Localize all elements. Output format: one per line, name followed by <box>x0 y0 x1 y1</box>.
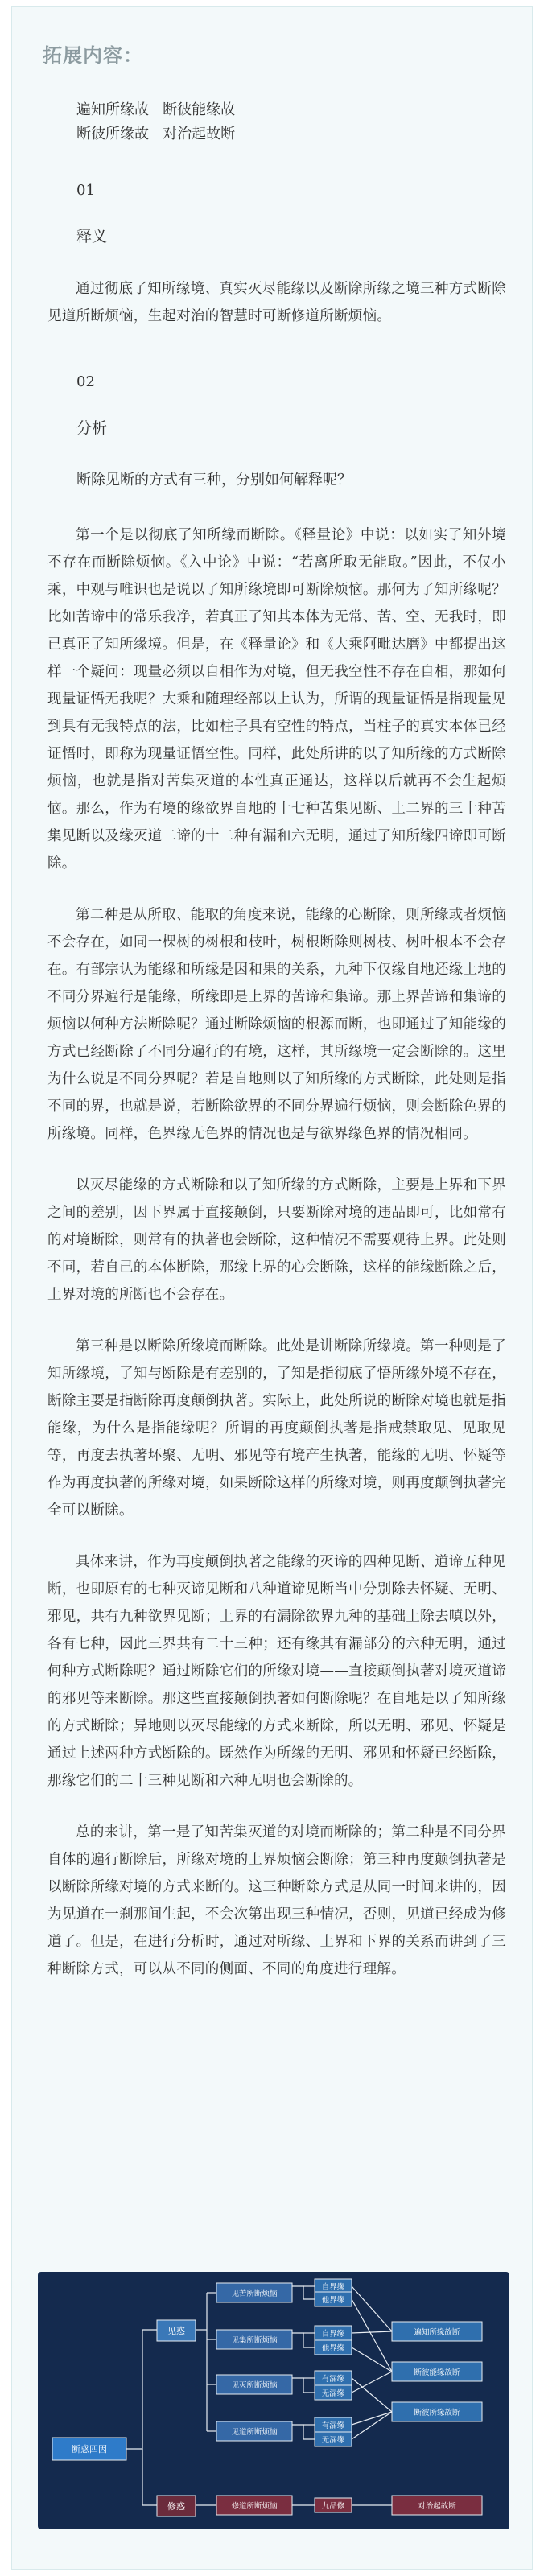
sub-label: 自界缘 <box>321 2330 345 2339</box>
section-title: 分析 <box>76 419 108 437</box>
mid-label: 见苦所断烦恼 <box>231 2290 278 2298</box>
result-label: 对治起故断 <box>418 2502 456 2511</box>
question-text: 断除见断的方式有三种，分别如何解释呢？ <box>76 472 352 488</box>
paragraph: 总的来讲，第一是了知苦集灭道的对境而断除的；第二种是不同分界自体的遍行断除后，所缘对境的上界烦恼会断除；第三种再度颠倒执著是以断除所缘对境的方式来断的。这三种断除方式是从同一时间来讲的，因为见道在一刹那间生起，不会次第出现三种情况，否则，见道已经成为修道了。但是，在进行分析时，通过对所缘、上界和下界的关系而讲到了三种断除方式，可以从不同的侧面、不同的角度进行理解。 <box>47 1824 506 1977</box>
sub-label: 无漏缘 <box>321 2389 345 2398</box>
mid-label: 修道所断烦恼 <box>231 2502 278 2511</box>
verse-block <box>76 98 532 146</box>
section-number: 02 <box>76 373 95 390</box>
sub-label: 有漏缘 <box>321 2421 345 2430</box>
diagram-canvas <box>38 2272 509 2529</box>
verse-line: 遍知所缘故 断彼能缘故 <box>76 101 236 118</box>
sub-label: 他界缘 <box>321 2296 345 2305</box>
sub-label: 九品修 <box>321 2502 345 2511</box>
paragraph: 以灭尽能缘的方式断除和以了知所缘的方式断除，主要是上界和下界之间的差别，因下界属于直接颠倒，只要断除对境的违品即可，比如常有的对境断除，则常有的执著也会断除，这种情况不需要观待上界。此处则不同，若自己的本体断除，那缘上界的心会断除，这样的能缘断除之后，上界对境的所断也不会存在。 <box>47 1177 506 1303</box>
sub-label: 有漏缘 <box>321 2375 345 2384</box>
section-number: 01 <box>76 182 95 199</box>
paragraph: 第三种是以断除所缘境而断除。此处是讲断除所缘境。第一种则是了知所缘境，了知与断除是有差别的，了知是指彻底了悟所缘外境不存在，断除主要是指断除再度颠倒执著。实际上，此处所说的断除对境也就是指能缘，为什么是指能缘呢？所谓的再度颠倒执著是指戒禁取见、见取见等，再度去执著坏聚、无明、邪见等有境产生执著，能缘的无明、怀疑等作为再度执著的所缘对境，如果断除这样的所缘对境，则再度颠倒执著完全可以断除。 <box>47 1338 506 1519</box>
page-heading: 拓展内容： <box>43 44 143 67</box>
branch-label: 见惑 <box>167 2326 185 2336</box>
article-card <box>11 6 533 2570</box>
sub-label: 无漏缘 <box>321 2436 345 2445</box>
paragraph: 具体来讲，作为再度颠倒执著之能缘的灭谛的四种见断、道谛五种见断，也即原有的七种灭谛见断和八种道谛见断当中分别除去怀疑、无明、邪见，共有九种欲界见断；上界的有漏除欲界九种的基础上除去嗔以外，各有七种，因此三界共有二十三种；还有缘其有漏部分的六种无明，通过何种方式断除呢？通过断除它们的所缘对境——直接颠倒执著对境灭道谛的邪见等来断除。那这些直接颠倒执著如何断除呢？在自地是以了知所缘的方式断除；异地则以灭尽能缘的方式来断除，所以无明、邪见、怀疑是通过上述两种方式断除的。既然作为所缘的无明、邪见和怀疑已经断除，那缘它们的二十三种见断和六种无明也会断除的。 <box>47 1554 506 1789</box>
verse-line: 断彼所缘故 对治起故断 <box>76 126 236 142</box>
result-label: 遍知所缘故断 <box>414 2328 460 2337</box>
sub-label: 他界缘 <box>321 2344 345 2353</box>
branch-label: 修惑 <box>167 2501 185 2512</box>
cause-diagram <box>38 2272 509 2529</box>
section-title: 释义 <box>76 228 108 245</box>
root-label: 断惑四因 <box>72 2444 107 2454</box>
mid-label: 见道所断烦恼 <box>231 2428 278 2437</box>
paragraph: 第一个是以彻底了知所缘而断除。《释量论》中说：以如实了知外境不存在而断除烦恼。《入中论》中说：“若离所取无能取。”因此，不仅小乘，中观与唯识也是说以了知所缘境即可断除烦恼。那何为了知所缘呢？比如苦谛中的常乐我净，若真正了知其本体为无常、苦、空、无我时，即已真正了知所缘境。但是，在《释量论》和《大乘阿毗达磨》中都提出这样一个疑问：现量必须以自相作为对境，但无我空性不存在自相，那如何现量证悟无我呢？大乘和随理经部以上认为，所谓的现量证悟是指现量见到具有无我特点的法，比如柱子具有空性的特点，当柱子的真实本体已经证悟时，即称为现量证悟空性。同样，此处所讲的以了知所缘的方式断除烦恼，也就是指对苦集灭道的本性真正通达，这样以后就再不会生起烦恼。那么，作为有境的缘欲界自地的十七种苦集见断、上二界的三十种苦集见断以及缘灭道二谛的十二种有漏和六无明，通过了知所缘四谛即可断除。 <box>47 527 506 872</box>
mid-label: 见灭所断烦恼 <box>231 2381 278 2390</box>
paragraph: 通过彻底了知所缘境、真实灭尽能缘以及断除所缘之境三种方式断除见道所断烦恼，生起对治的智慧时可断修道所断烦恼。 <box>47 281 506 324</box>
result-label: 断彼能缘故断 <box>414 2368 460 2377</box>
mid-label: 见集所断烦恼 <box>231 2336 278 2345</box>
sub-label: 自界缘 <box>321 2283 345 2292</box>
result-label: 断彼所缘故断 <box>414 2409 460 2417</box>
paragraph: 第二种是从所取、能取的角度来说，能缘的心断除，则所缘或者烦恼不会存在，如同一棵树的树根和枝叶，树根断除则树枝、树叶根本不会存在。有部宗认为能缘和所缘是因和果的关系，九种下仅缘自地还缘上地的不同分界遍行是能缘，所缘即是上界的苦谛和集谛。那上界苦谛和集谛的烦恼以何种方法断除呢？通过断除烦恼的根源而断，也即通过了知能缘的方式已经断除了不同分遍行的有境，这样，其所缘境一定会断除的。这里为什么说是不同分界呢？若是自地则以了知所缘的方式断除，此处则是指不同的界，也就是说，若断除欲界的不同分界遍行烦恼，则会断除色界的所缘境。同样，色界缘无色界的情况也是与欲界缘色界的情况相同。 <box>47 907 506 1142</box>
